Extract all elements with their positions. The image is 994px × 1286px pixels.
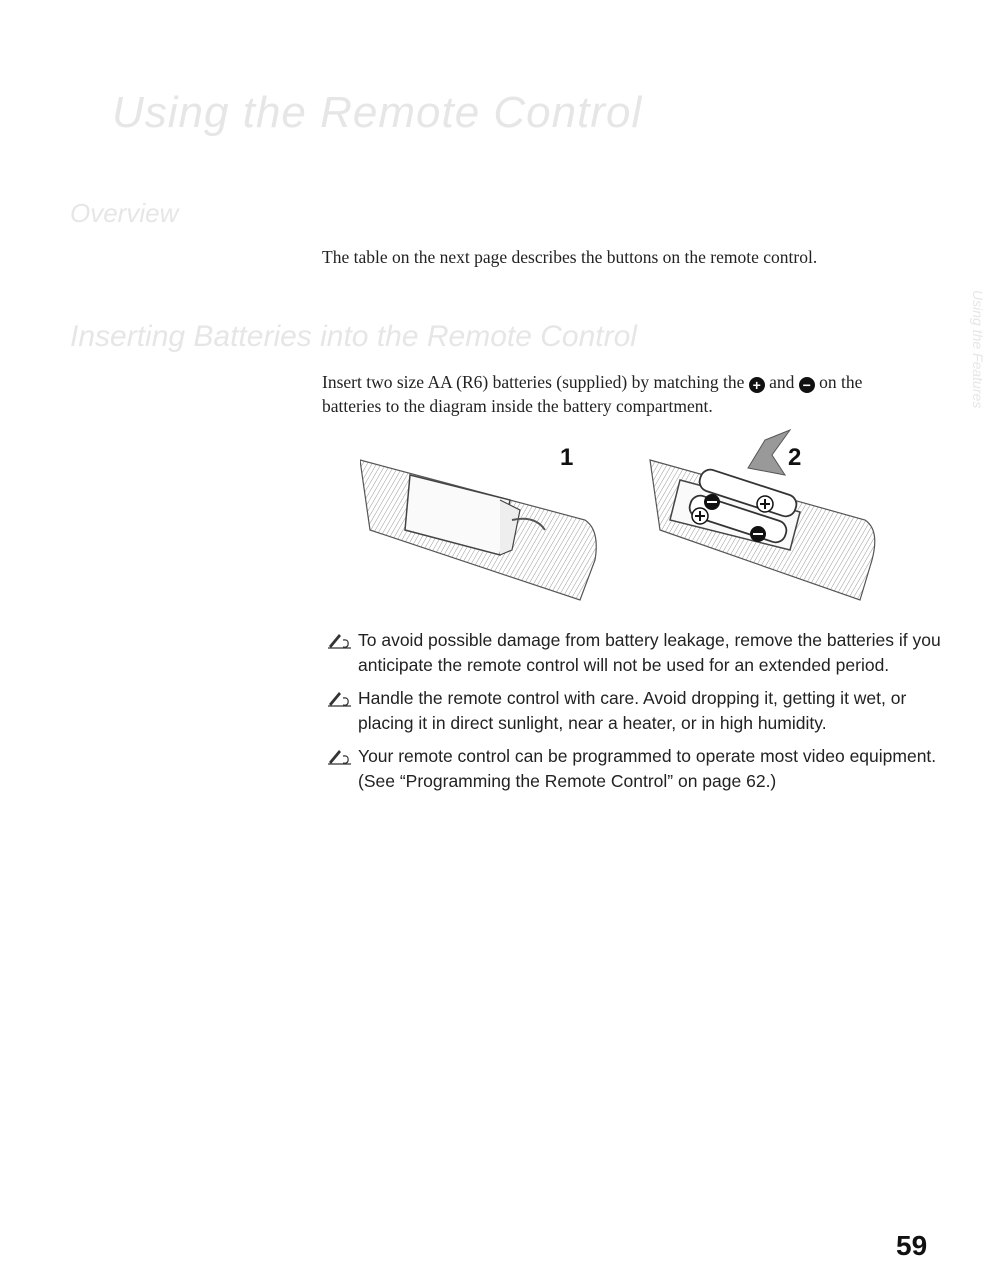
page-title: Using the Remote Control: [112, 88, 643, 137]
minus-icon: −: [799, 377, 815, 393]
plus-icon: +: [749, 377, 765, 393]
note-pencil-icon: [326, 630, 354, 650]
note-item: [326, 744, 946, 794]
insert-instructions: [322, 370, 922, 418]
overview-heading: Overview: [70, 198, 179, 228]
note-item: [326, 628, 946, 678]
step-2-label: 2: [788, 444, 802, 471]
overview-text: The table on the next page describes the buttons on the remote control.: [322, 247, 818, 267]
note-pencil-icon: [326, 746, 354, 766]
battery-diagram-illustration: [360, 420, 880, 620]
side-tab-label: Using the Features: [970, 290, 986, 409]
remote-control-step1: [360, 460, 596, 600]
note-text: Handle the remote control with care. Avoid dropping it, getting it wet, or placing it in direct sunlight, near a heater, or in high humidity.: [358, 688, 907, 733]
note-text: To avoid possible damage from battery leakage, remove the batteries if you anticipate the remote control will not be used for an extended period.: [358, 630, 941, 675]
insert-text-part2: and: [769, 372, 795, 392]
step-1-label: 1: [560, 444, 574, 471]
notes-list: [326, 628, 946, 802]
remote-control-step2: [650, 430, 875, 600]
note-pencil-icon: [326, 688, 354, 708]
insert-arrow-icon: [748, 430, 790, 475]
inserting-heading: Inserting Batteries into the Remote Control: [70, 320, 637, 353]
page-number: 59: [896, 1230, 928, 1261]
note-text: Your remote control can be programmed to operate most video equipment. (See “Programming the Remote Control” on page 62.): [358, 746, 937, 791]
insert-text-part3: on the batteries to the diagram inside the battery compartment.: [322, 372, 863, 416]
insert-text-part1: Insert two size AA (R6) batteries (supplied) by matching the: [322, 372, 745, 392]
note-item: [326, 686, 946, 736]
side-tab: [962, 290, 988, 490]
battery-diagram: [360, 420, 880, 620]
